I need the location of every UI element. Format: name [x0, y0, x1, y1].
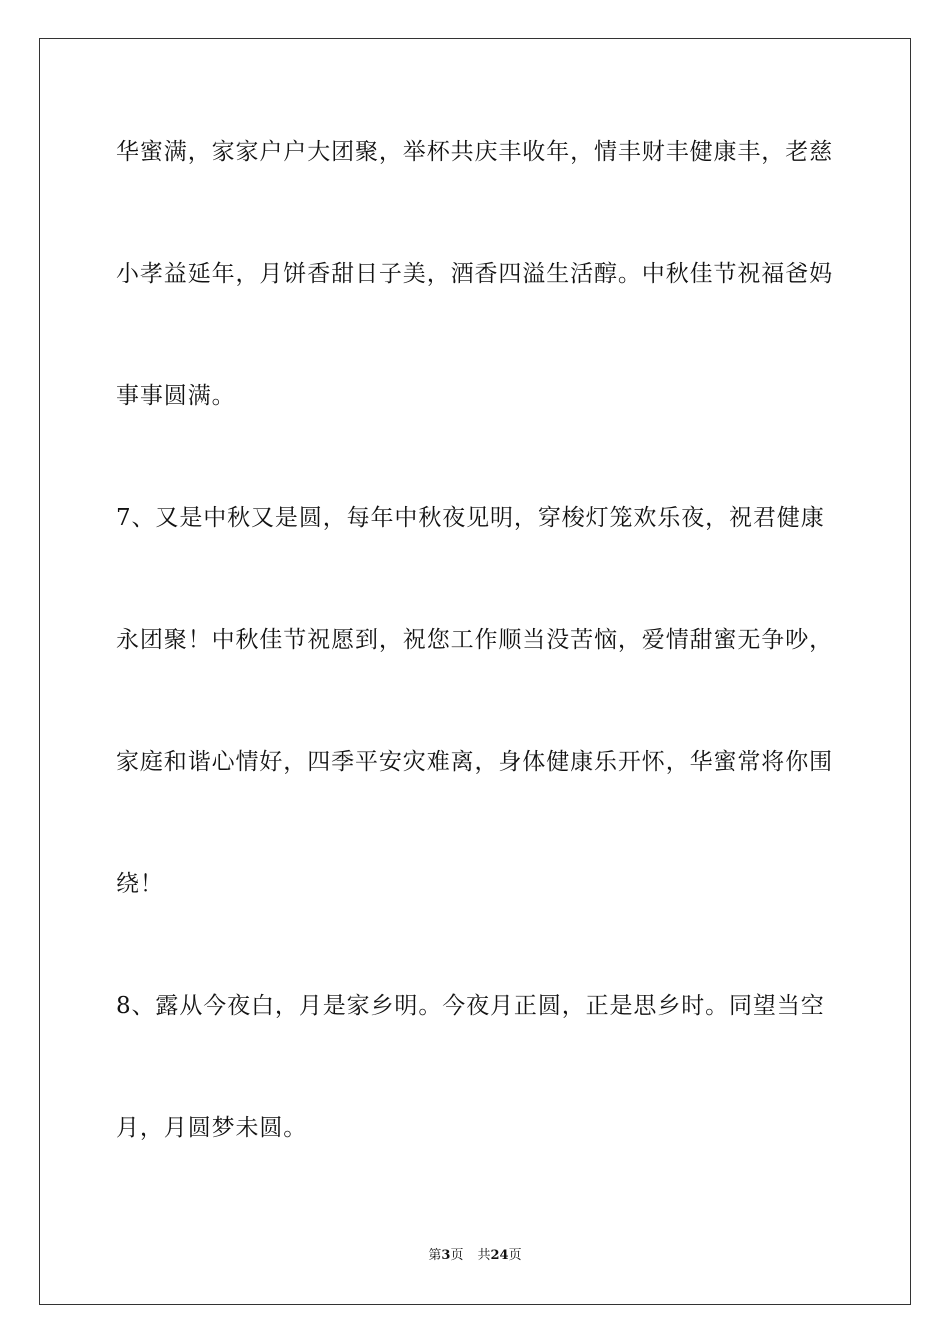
page-suffix: 页 [450, 1248, 464, 1263]
paragraph-line: 永团聚！中秋佳节祝愿到，祝您工作顺当没苦恼，爱情甜蜜无争吵， [116, 627, 833, 653]
paragraph-line: 华蜜满，家家户户大团聚，举杯共庆丰收年，情丰财丰健康丰，老慈 [116, 139, 833, 165]
page-prefix: 第 [428, 1248, 442, 1263]
paragraph-line: 绕！ [116, 871, 164, 897]
paragraph-line: 小孝益延年，月饼香甜日子美，酒香四溢生活醇。中秋佳节祝福爸妈 [116, 261, 833, 287]
total-suffix: 页 [508, 1248, 522, 1263]
page-footer [0, 1247, 950, 1265]
paragraph-line: 月，月圆梦未圆。 [116, 1115, 308, 1141]
paragraph-line: 事事圆满。 [116, 383, 236, 409]
paragraph-line: 家庭和谐心情好，四季平安灾难离，身体健康乐开怀，华蜜常将你围 [116, 749, 833, 775]
total-prefix: 共 [477, 1248, 491, 1263]
paragraph-line: 8、露从今夜白，月是家乡明。今夜月正圆，正是思乡时。同望当空 [116, 993, 825, 1019]
total-pages: 24 [490, 1248, 509, 1263]
paragraph-line: 7、又是中秋又是圆，每年中秋夜见明，穿梭灯笼欢乐夜，祝君健康 [116, 505, 825, 531]
page-number: 3 [441, 1248, 451, 1263]
